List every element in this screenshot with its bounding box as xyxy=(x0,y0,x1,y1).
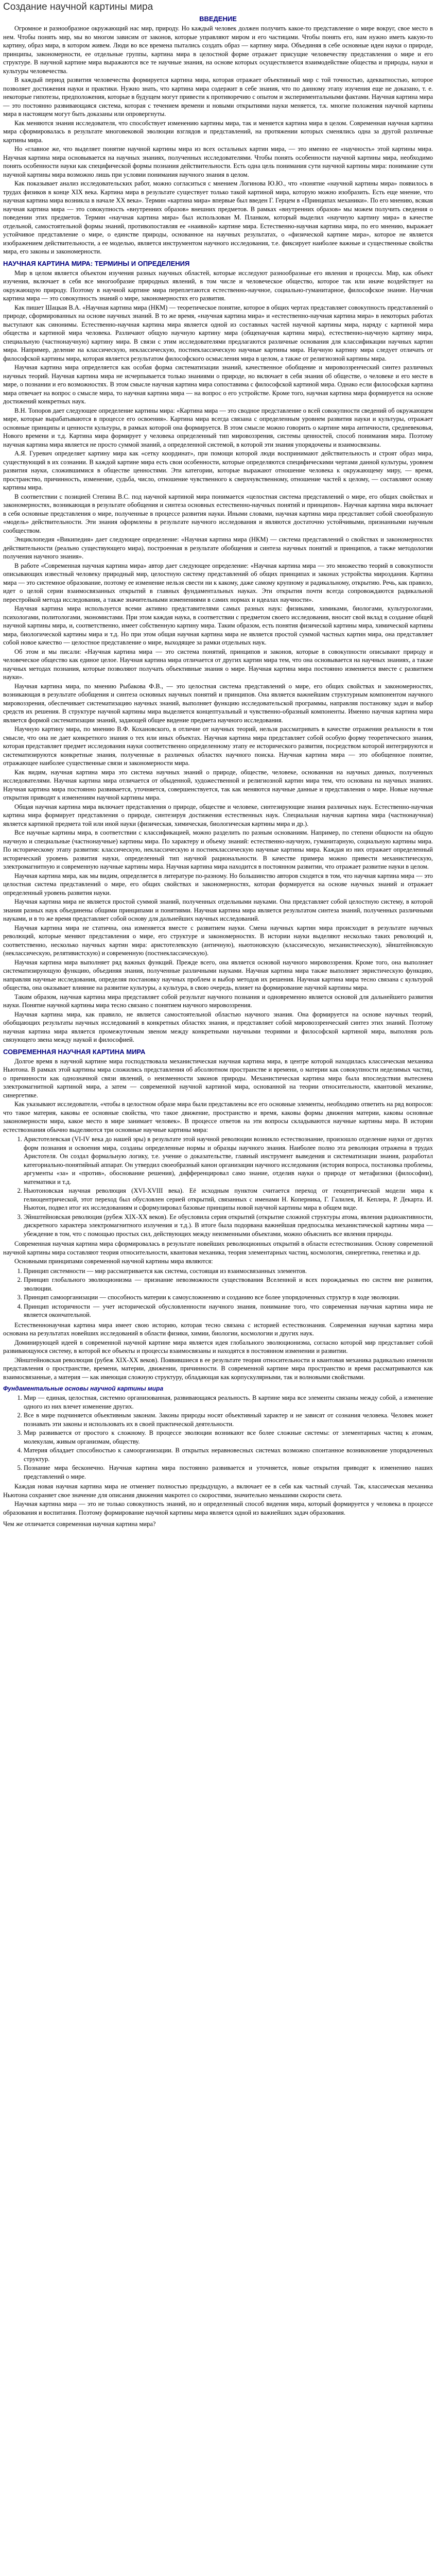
revolutions-list xyxy=(3,1135,433,1238)
list-item: 3. Эйнштейновская революция (рубеж XIX-XX веков). Ее обусловила серия открытий (открытие сложной структуры атома, явления радиоактивности, дискретного характера электромагнитного излучения и т.д.). В итоге была подорвана важнейшая предпосылка механистической картины мира — убеждение в том, что с помощью простых сил, действующих между неизменными объектами, можно объяснить все явления природы. xyxy=(24,1213,433,1239)
page-title: Создание научной картины мира xyxy=(3,2,153,12)
paragraph: Каждая новая научная картина мира не отменяет полностью предыдущую, а включает ее в себя как частный случай. Так, классическая механика Ньютона сохраняет свое значение для описания движения макротел со скоростями, значительно меньшими скорости света. xyxy=(3,1483,433,1499)
paragraph: Как видим, научная картина мира это система научных знаний о природе, обществе, человеке, основанная на научных данных, полученных исследователями. Научная картина мира отличается от обыденной, художественной и религиозной картин мира тем, что основана на научных знаниях. Научная картина мира постоянно развивается, уточняется, совершенствуется, так как меняются научные данные и представления о мире. Новые научные открытия приводят к изменениям научной картины мира. xyxy=(3,768,433,801)
list-item: 4. Материя обладает способностью к самоорганизации. В открытых неравновесных системах возможно спонтанное возникновение упорядоченных структур. xyxy=(24,1446,433,1463)
paragraph: Научная картина мира, как мы видим, определяется в литературе по-разному. Но большинство авторов сходятся в том, что научная картина мира — это целостная система представлений о мире, его общих свойствах и закономерностях, которая формируется на основе научных знаний и отражает определенный уровень развития науки. xyxy=(3,872,433,896)
subsection-heading: Фундаментальные основы научной картины мира xyxy=(3,1385,164,1392)
paragraph: Научная картина мира определяется как особая форма систематизации знаний, качественное обобщение и мировоззренческий синтез различных научных теорий. Научная картина мира не исчерпывается только знаниями о природе, но включает в себя знания об обществе, о человеке и его месте в мире, о познании и его возможностях. В этом смысле научная картина мира сопоставима с философской картиной мира. Однако если философская картина мира отвечает на вопрос о смысле мира, то научная картина мира — на вопрос о его устройстве. Кроме того, научная картина мира формируется на основе достижений конкретных наук. xyxy=(3,364,433,405)
paragraph: Основными принципами современной научной картины мира являются: xyxy=(14,1258,213,1265)
paragraph: А.Я. Гуревич определяет картину мира как «сетку координат», при помощи которой люди воспринимают действительность и строят образ мира, существующий в их сознании. В каждой картине мира есть свои особенности, которые определяются специфическими чертами данной культуры, уровнем развития науки, сложившимися в обществе ценностями. Эти категории, которые выражают отношение человека к окружающему миру, — время, пространство, причинность, изменение, судьба, число, отношение чувственного к сверхчувственному, отношение частей к целому, — составляют основу картины мира. xyxy=(3,450,433,491)
paragraph: Долгое время в научной картине мира господствовала механистическая научная картина мира, в центре которой находилась классическая механика Ньютона. В рамках этой картины мира сложились представления об абсолютном пространстве и времени, о материи как совокупности неделимых частиц, о причинности как однозначной связи явлений, о неизменности законов природы. Механистическая картина мира была впоследствии вытеснена электромагнитной картиной мира, а затем — современной научной картиной мира, основанной на теории относительности, квантовой механике, синергетике. xyxy=(3,1057,433,1099)
fundamentals-list xyxy=(3,1394,433,1481)
paragraph: Научная картина мира, по мнению Рыбакова Ф.В., — это целостная система представлений о мире, его общих свойствах и закономерностях, возникающая в результате обобщения и синтеза основных научных понятий и принципов. Она является важнейшим структурным компонентом научного мировоззрения, обеспечивает систематизацию научных знаний, выполняет функцию исследовательской программы, направляя постановку задач и выбор средств их решения. В структуре научной картины мира выделяется концептуальный и чувственно-образный компоненты. Именно научная картина мира является формой систематизации знаний, задающей общее видение предмета научного исследования. xyxy=(3,682,433,724)
paragraph: Эйнштейновская революция (рубеж XIX-XX веков). Появившиеся в ее результате теория относительности и квантовая механика радикально изменили представления о пространстве, времени, материи, движении, причинности. В современной картине мира пространство и время рассматриваются как взаимосвязанные, а материя — как имеющая сложную структуру, обладающая как корпускулярными, так и волновыми свойствами. xyxy=(3,1356,433,1381)
paragraph: Общая научная картина мира включает представления о природе, обществе и человеке, синтезирующие знания различных наук. Естественно-научная картина мира формирует представления о природе, синтезируя достижения естественных наук. Специальная научная картина мира (частнонаучная) является картиной предмета той или иной науки (физическая, химическая, биологическая картины мира и др.). xyxy=(3,803,433,827)
principles-list xyxy=(3,1267,433,1319)
paragraph: Мир в целом является объектом изучения разных научных областей, которые исследуют разнообразные его явления и процессы. Мир, как объект изучения, включает в себя все многообразие природных явлений, в том числе и человеческое общество, которое так или иначе воздействует на окружающую природу. Поэтому в научной картине мира переплетаются естественно-научное, социально-гуманитарное, философское знание. Научная картина мира — это совокупность знаний о мире, закономерностях его развития. xyxy=(3,269,433,302)
paragraph: Как пишет Шацкая В.А. «Научная картина мира (НКМ) — теоретическое понятие, которое в общих чертах представляет совокупность представлений о природе, сформированных на основе научных знаний. В то же время, «научная картина мира» и «естественно-научная картина мира» в некоторых работах выступают как синонимы. Естественно-научная картина мира является одной из составных частей научной картины мира, наряду с картиной мира общества и картиной мира человека. Различают общую научную картину мира (общенаучная картина мира), естественно-научную картину мира, специальную (частнонаучную) картину мира. В связи с этим исследователями предлагаются различные основания для классификации научных картин мира. Например, деление на классическую, неклассическую, постнеклассическую научные картины мира. Научную картину мира следует отличать от философской картины мира, которая является результатом философского осмысления мира в целом, а также от религиозной картины мира. xyxy=(3,303,433,362)
paragraph: Научная картина мира, как правило, не является самостоятельной областью научного знания. Она формируется на основе научных теорий, обобщающих результаты научных исследований в конкретных областях знания, и представляет собой мировоззренческий синтез этих знаний. Поэтому научная картина мира является промежуточным звеном между конкретными научными теориями и философской картиной мира, выполняя роль связующего звена между наукой и философией. xyxy=(3,1010,433,1043)
paragraph: В соответствии с позицией Степина В.С. под научной картиной мира понимается «целостная система представлений о мире, его общих свойствах и закономерностях, возникающая в результате обобщения и синтеза основных естественно-научных понятий и принципов». Научная картина мира включает в себя основные представления о мире, полученные в процессе развития науки. Иными словами, научная картина мира представляет собой своеобразную «модель» действительности. Эти знания оформлены в результате научного исследования и являются достаточно устойчивыми, признанными научным сообществом. xyxy=(3,493,433,534)
paragraph: Научную картину мира, по мнению В.Ф. Кохановского, в отличие от научных теорий, нельзя рассматривать в качестве отражения реальности в том смысле, что она не дает конкретного знания о тех или иных объектах. Научная картина мира представляет собой особую форму теоретического знания, которая представляет предмет исследования науки соответственно определенному этапу ее исторического развития, посредством которой интегрируются и систематизируются конкретные знания, полученные в различных областях научного поиска. Научная картина мира — это обобщенное понятие, отражающее наиболее существенные связи и закономерности мира. xyxy=(3,725,433,767)
paragraph: Как указывают исследователи, «чтобы в целостном образе мира были представлены все его основные элементы, необходимо ответить на ряд вопросов: что такое материя, каковы ее основные свойства, что такое движение, пространство и время, каковы формы движения материи, каковы основные закономерности мира, какое место в мире занимает человек». В процессе ответов на эти вопросы складываются научные картины мира. В истории естествознания обычно выделяются три основные научные картины мира: xyxy=(3,1100,433,1133)
list-item: 2. Принцип глобального эволюционизма — признание невозможности существования Вселенной и всех порождаемых ею систем вне развития, эволюции. xyxy=(24,1276,433,1293)
list-item: 1. Мир — единая, целостная, системно организованная, развивающаяся реальность. В картине мира все элементы связаны между собой, а изменение одного из них влечет изменение других. xyxy=(24,1394,433,1411)
paragraph: Огромное и разнообразное окружающий нас мир, природу. Но каждый человек должен получить какое-то представление о мире вокруг, свое место в нем. Чтобы понять мир, мы во многом зависим от законов, которые управляют миром и его частицами. Чтобы понять его, нам нужно иметь какую-то картину, образ мира, в котором живем. Люди во все времена пытались создать образ — картину мира. Объединяя в себе основные идеи науки о природе, принципы, закономерности, ее отдельные группы, картина мира в целостной форме отражает присущие человечеству представления о мире и его структуре. В научной картине мира выражаются все те научные знания, на основе которых осуществляется взаимодействие общества и природы, науки и культуры человечества. xyxy=(3,25,433,75)
section1-heading: НАУЧНАЯ КАРТИНА МИРА: ТЕРМИНЫ И ОПРЕДЕЛЕНИЯ xyxy=(3,259,190,267)
final-question: Чем же отличается современная научная картина мира? xyxy=(3,1520,156,1528)
paragraph: Научная картина мира используется всеми активно представителями самых разных наук: физиками, химиками, биологами, культурологами, психологами, политологами, экономистами. При этом каждая наука, в соответствии с предметом своего исследования, вносит свой вклад в создание общей научной картины мира, и, соответственно, имеет собственную картину мира. Таким образом, есть понятия физической картины мира, химической картины мира, биологической картины мира и т.д. Но при этом общая научная картина мира не является простой суммой частных картин мира, она представляет собой новое качество — целостное представление о мире, выходящее за рамки отдельных наук. xyxy=(3,605,433,646)
paragraph: Об этом и мы писали: «Научная картина мира — это система понятий, принципов и законов, которые в совокупности описывают природу и человеческое общество как единое целое. Научная картина мира отличается от других картин мира тем, что она основывается на научных знаниях, а также научных методах познания, которые позволяют получать объективные знания о мире. Научная картина мира постоянно изменяется вместе с развитием науки». xyxy=(3,648,433,681)
paragraph: В работе «Современная научная картина мира» автор дает следующее определение: «Научная картина мира — это множество теорий в совокупности описывающих известный человеку природный мир, целостную систему представлений об общих принципах и законах устройства мироздания. Картина мира — это системное образование, поэтому ее изменение нельзя свести ни к какому, даже самому крупному и радикальному, открытию. Речь, как правило, идет о целой серии взаимосвязанных открытий в главных фундаментальных науках. Эти открытия почти всегда сопровождаются радикальной перестройкой метода исследования, а также значительными изменениями в самих нормах и идеалах научности». xyxy=(3,562,433,603)
paragraph: Научная картина мира выполняет ряд важных функций. Прежде всего, она является основой научного мировоззрения. Кроме того, она выполняет систематизирующую функцию, объединяя знания, полученные различными науками. Научная картина мира также выполняет эвристическую функцию, направляя научные исследования, определяя постановку научных проблем и выбор методов их решения. Научная картина мира тесно связана с культурой общества, она оказывает влияние на развитие культуры, а культура, в свою очередь, влияет на формирование научной картины мира. xyxy=(3,958,433,991)
list-item: 3. Принцип самоорганизации — способность материи к самоусложнению и созданию все более упорядоченных структур в ходе эволюции. xyxy=(24,1293,433,1302)
paragraph: Научная картина мира не является простой суммой знаний, полученных отдельными науками. Она представляет собой целостную систему, в которой знания разных наук объединены общими принципами и понятиями. Научная картина мира является результатом синтеза знаний, полученных различными науками, и в то же время представляет собой основу для дальнейших научных исследований. xyxy=(3,898,433,922)
list-item: 5. Познание мира бесконечно. Научная картина мира постоянно развивается и уточняется, новые открытия приводят к изменению наших представлений о мире. xyxy=(24,1464,433,1481)
list-item: 1. Аристотелевская (VI-IV века до нашей эры) в результате этой научной революции возникло естествознание, произошло отделение науки от других форм познания и освоения мира, созданы определенные нормы и образцы научного знания. Наиболее полно эта революция отражена в трудах Аристотеля. Он создал формальную логику, т.е. учение о доказательстве, главный инструмент выведения и систематизации знания, разработал категориально-понятийный аппарат. Он утвердил своеобразный канон организации научного исследования (история вопроса, постановка проблемы, аргументы «за» и «против», обоснование решения), дифференцировал само знание, отделив науки о природе от метафизики (философии), математики и т.д. xyxy=(24,1135,433,1186)
list-item: 2. Ньютоновская научная революция (XVI-XVIII века). Её исходным пунктом считается переход от геоцентрической модели мира к гелиоцентрической, этот переход был обусловлен серией открытий, связанных с именами Н. Коперника, Г. Галилея, И. Кеплера, Р. Декарта. И. Ньютон, подвел итог их исследованиям и сформулировал базовые принципы новой научной картины мира в общем виде. xyxy=(24,1187,433,1212)
list-item: 3. Мир развивается от простого к сложному. В процессе эволюции возникают все более сложные системы: от элементарных частиц к атомам, молекулам, живым организмам, обществу. xyxy=(24,1429,433,1446)
paragraph: Как показывает анализ исследовательских работ, можно согласиться с мнением Логинова Ю.Ю., что «понятие «научной картины мира» появилось в трудах физиков в конце XIX века. Картина мира в результате существует только такой картиной мира, которую можно изобразить. Есть еще мнение, что научная картина мира возникла в начале XX века». Термин «картина мира» впервые был введен Г. Герцем в «Принципах механики». По его мнению, всякая научная картина мира — это совокупность «внутренних образов» внешних предметов. В рамках «внутренних образов» мы можем получить сведения о поведении этих предметов. Термин «научная картина мира» был использован М. Планком, который выделил «научную картину мира» в качестве отдельной, самостоятельной формы знаний, противопоставляя ее «наивной» картине мира. Естественно-научная картина мира, по его мнению, выражает устойчивое представление о мире, о единстве природы, основанное на научных результатах, о «физической картине мира», которое не является изображением действительности, а ее моделью, является инструментом научного исследования, т.е. фиксирует наиболее важные и существенные свойства мира, его законы и закономерности. xyxy=(3,180,433,255)
paragraph: Все научные картины мира, в соответствии с классификацией, можно разделить по разным основаниям. Например, по степени общности на общую научную и специальные (частнонаучные) картины мира. По характеру и объему знаний: естественно-научную, гуманитарную, социальную картины мира. По историческому этапу развития: классическую, неклассическую и постнеклассическую научные картины мира. Каждая из них отражает определенный исторический уровень развития науки, определенный тип научной рациональности. В качестве примера можно привести механистическую, электромагнитную и современную научные картины мира. Научная картина мира находится в постоянном развитии, что отражает развитие науки в целом. xyxy=(3,829,433,870)
paragraph: Таким образом, научная картина мира представляет собой результат научного познания и одновременно является основой для дальнейшего развития науки. Понятие научной картины мира тесно связано с понятием научного мировоззрения. xyxy=(3,993,433,1009)
list-item: 1. Принцип системности — мир рассматривается как система, состоящая из взаимосвязанных элементов. xyxy=(24,1267,433,1276)
list-item: 2. Все в мире подчиняется объективным законам. Законы природы носят объективный характер и не зависят от сознания человека. Человек может познавать эти законы и использовать их в своей практической деятельности. xyxy=(24,1411,433,1428)
section2-body xyxy=(3,1057,433,1134)
conclusion-body xyxy=(3,1482,433,1517)
paragraph: Как меняются знания исследователя, что способствует изменению картины мира, так и меняется картина мира в целом. Современная научная картина мира сформировалась в результате многовековой эволюции взглядов и представлений, на протяжении которых сменялись одна за другой различные картины мира. xyxy=(3,119,433,144)
paragraph: Научная картина мира не статична, она изменяется вместе с развитием науки. Смена научных картин мира происходит в результате научных революций, которые меняют представления о мире, его структуре и закономерностях. В истории науки выделяют несколько таких революций и, соответственно, несколько научных картин мира: аристотелевскую (античную), ньютоновскую (классическую, механистическую), эйнштейновскую (неклассическую, релятивистскую) и современную (постнеклассическую). xyxy=(3,924,433,957)
paragraph: Энциклопедия «Википедия» дает следующее определение: «Научная картина мира (НКМ) — система представлений о свойствах и закономерностях действительности (реально существующего мира), построенная в результате обобщения и синтеза научных понятий и принципов, а также методологии получения научного знания». xyxy=(3,536,433,560)
paragraph: В.Н. Топоров дает следующее определение картины мира: «Картина мира — это сводное представление о всей совокупности сведений об окружающем мире, которые вырабатываются в процессе его освоения». Картина мира всегда связана с определенным уровнем развития науки и культуры, отражает основные принципы и ценности культуры, в рамках которой она формируется. В этом смысле можно говорить о картине мира античности, средневековья, Нового времени и т.д. Картина мира формирует у человека определенный тип мировоззрения, системы ценностей, способ понимания мира. Поэтому научная картина мира является не просто суммой знаний, а определенной системой, в которой эти знания упорядочены и взаимосвязаны. xyxy=(3,406,433,448)
paragraph: Современная научная картина мира сформировалась в результате новейших революционных открытий в области естествознания. Основу современной научной картины мира составляют теория относительности, квантовая механика, теория элементарных частиц, космология, синергетика, генетика и др. xyxy=(3,1240,433,1256)
paragraph: Но «главное же, что выделяет понятие научной картины мира из всех остальных картин мира, — это именно ее «научность» этой картины мира. Научная картина мира основывается на научных знаниях, полученных исследователями. Чтобы понять особенности научной картины мира, необходимо понять особенности науки как специфической формы познания действительности. Есть одна цель понимания сути научной картины мира: понимание сути научной картины мира возможно лишь при условии понимания научного знания в целом. xyxy=(3,145,433,178)
list-item: 4. Принцип историчности — учет исторической обусловленности научного знания, понимание того, что современная научная картина мира не является окончательной. xyxy=(24,1302,433,1319)
intro-heading: ВВЕДЕНИЕ xyxy=(199,15,237,23)
section2-after-list xyxy=(3,1240,433,1266)
paragraph: Естественнонаучная картина мира имеет свою историю, которая тесно связана с историей естествознания. Современная научная картина мира основана на результатах новейших исследований в области физики, химии, биологии, космологии и других наук. xyxy=(3,1321,433,1337)
section2-final xyxy=(3,1321,433,1382)
paragraph: В каждый период развития человечества формируется картина мира, которая отражает объективный мир с той точностью, адекватностью, которое позволяет достижения науки и практики. Нужно знать, что картина мира содержит в себе знания, что по данному этапу изучения еще не доказано, т. е. некоторые гипотезы, предположения, которые в будущем могут привести к противоречию с опытом и экспериментальными фактами. Научная картина мира — это постоянно развивающаяся система, которая с течением времени и новыми открытиями науки меняется, т.к. многие положения научной картины мира в настоящем могут быть доказаны или опровергнуты. xyxy=(3,76,433,117)
intro-section xyxy=(3,24,433,256)
paragraph: Доминирующей идеей в современной научной картине мира является идея глобального эволюционизма, согласно которой мир представляет собой развивающуюся систему, в которой все объекты и процессы взаимосвязаны и находятся в постоянном изменении и развитии. xyxy=(3,1338,433,1354)
section1-body xyxy=(3,269,433,1044)
section2-heading: СОВРЕМЕННАЯ НАУЧНАЯ КАРТИНА МИРА xyxy=(3,1047,146,1056)
paragraph: Научная картина мира — это не только совокупность знаний, но и определенный способ видения мира, который формируется у человека в процессе образования и воспитания. Поэтому формирование научной картины мира является одной из важнейших задач образования. xyxy=(3,1500,433,1516)
